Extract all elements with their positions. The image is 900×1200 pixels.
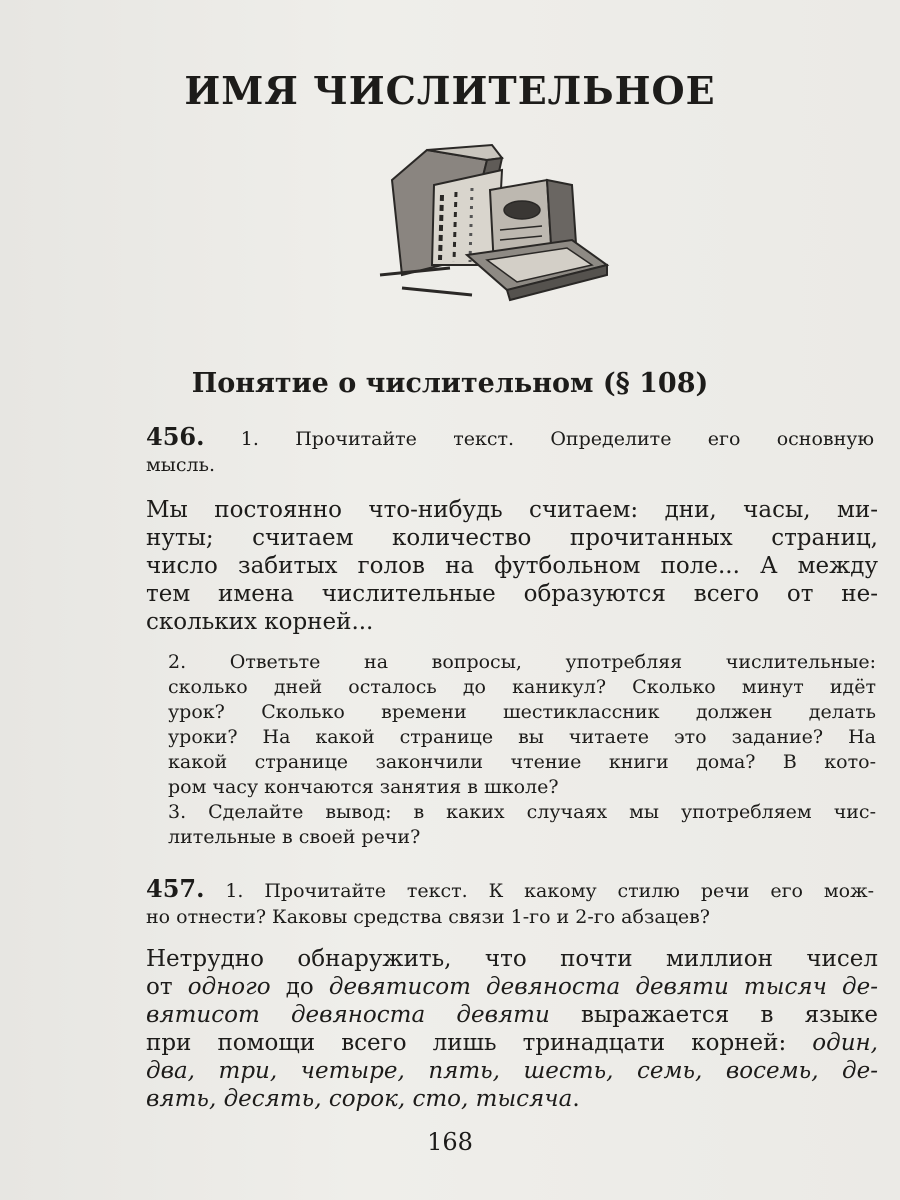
- italic-run: вятисот девяноста девяти: [146, 1002, 550, 1028]
- text-run: от: [146, 974, 188, 1000]
- text-line: число забитых голов на футбольном поле... А между: [146, 553, 878, 579]
- question-line: 3. Сделайте вывод: в каких случаях мы употребляем чис-: [168, 801, 876, 823]
- question-line: 2. Ответьте на вопросы, употребляя числительные:: [168, 651, 876, 673]
- text-line: тем имена числительные образуются всего от не-: [146, 581, 878, 607]
- text-line: [146, 1057, 878, 1085]
- text-run: .: [572, 1086, 580, 1112]
- task-456-questions: [168, 650, 876, 850]
- text-run: при помощи всего лишь тринадцати корней:: [146, 1030, 813, 1056]
- text-line: [146, 1029, 878, 1057]
- instruction-line: 1. Прочитайте текст. К какому стилю речи его мож-: [225, 880, 874, 902]
- text-line: нуты; считаем количество прочитанных страниц,: [146, 525, 878, 551]
- question-line: лительные в своей речи?: [168, 826, 421, 848]
- italic-run: вять, десять, сорок, сто, тысяча: [146, 1086, 573, 1112]
- task-456-text: [146, 496, 878, 636]
- question-line: ром часу кончаются занятия в школе?: [168, 776, 559, 798]
- italic-run: одного: [187, 974, 271, 1000]
- chapter-title: ИМЯ ЧИСЛИТЕЛЬНОЕ: [184, 68, 716, 113]
- books-illustration: [372, 140, 622, 310]
- section-title: Понятие о числительном (§ 108): [191, 368, 709, 399]
- text-line: скольких корней...: [146, 609, 374, 635]
- italic-run: два, три, четыре, пять, шесть, семь, восемь, де-: [146, 1058, 878, 1084]
- italic-run: один,: [812, 1030, 878, 1056]
- italic-run: девятисот девяноста девяти тысяч де-: [328, 974, 878, 1000]
- instruction-line: мысль.: [146, 454, 215, 476]
- instruction-line: 1. Прочитайте текст. Определите его основную: [240, 428, 874, 450]
- page-number: 168: [427, 1128, 473, 1156]
- question-line: сколько дней осталось до каникул? Сколько минут идёт: [168, 676, 876, 698]
- instruction-line: но отнести? Каковы средства связи 1-го и 2-го абзацев?: [146, 906, 710, 928]
- text-line: Нетрудно обнаружить, что почти миллион чисел: [146, 946, 878, 972]
- question-line: урок? Сколько времени шестиклассник должен делать: [168, 701, 876, 723]
- text-run: выражается в языке: [549, 1002, 878, 1028]
- task-457-instruction: [146, 876, 874, 930]
- text-line: [146, 1001, 878, 1029]
- task-456-instruction: [146, 424, 874, 478]
- text-line: Мы постоянно что-нибудь считаем: дни, часы, ми-: [146, 497, 878, 523]
- question-line: уроки? На какой странице вы читаете это задание? На: [168, 726, 876, 748]
- task-457-text: [146, 945, 878, 1113]
- text-line: [146, 1085, 878, 1113]
- text-run: до: [270, 974, 329, 1000]
- text-line: [146, 973, 878, 1001]
- question-line: какой странице закончили чтение книги дома? В кото-: [168, 751, 876, 773]
- task-number: 457.: [146, 874, 205, 903]
- task-number: 456.: [146, 422, 205, 451]
